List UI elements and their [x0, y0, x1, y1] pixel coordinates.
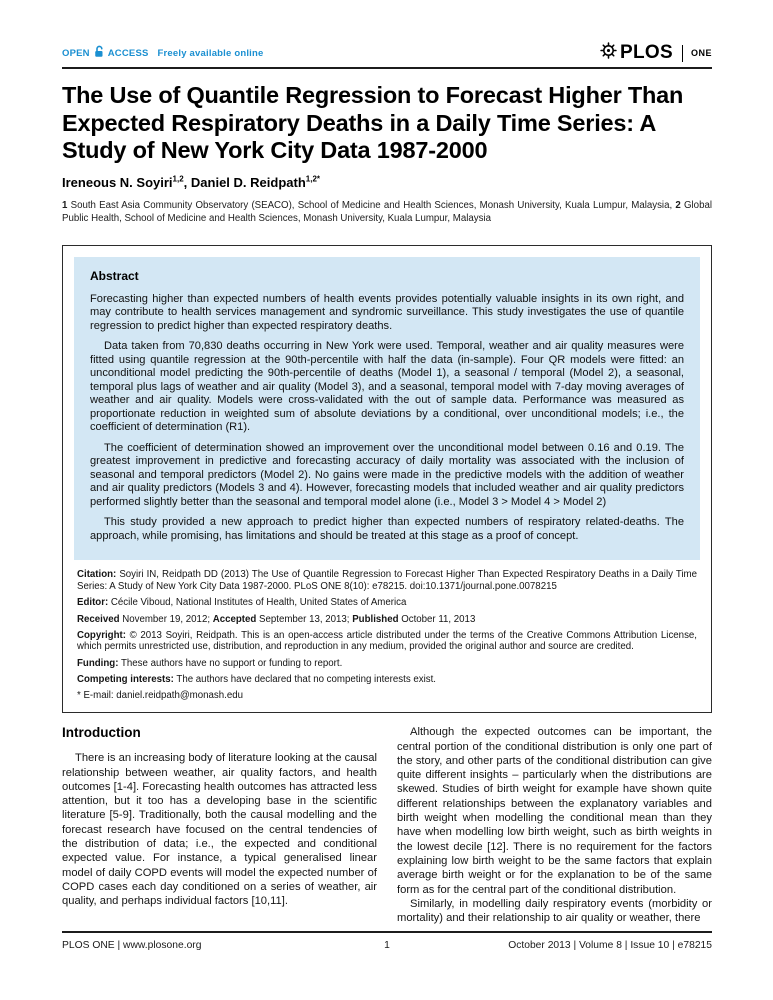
abstract-paragraph: Forecasting higher than expected numbers of health events provides potentially valuable insights in its own right, and may contribute to health services management and syndromic surveillance. This study investigates the use of quantile regression to predict higher than expected respiratory deaths. [90, 292, 684, 332]
copyright-line [77, 630, 697, 653]
body-paragraph: There is an increasing body of literature looking at the causal relationship between weather, air quality factors, and health outcomes [1-4]. Forecasting health outcomes has attracted less attention, but it too has a developing base in the scientific literature [5-9]. Traditionally, both the causal modelling and the forecast research have focused on the central tendencies of the distribution of data; i.e., the expected and conditional expected value. For instance, a typical generalised linear model of daily COPD events will model the expected number of COPD cases each day conditioned on a series of weather, air quality, and perhaps individual factors [10,11]. [62, 752, 377, 908]
citation-text: Soyiri IN, Reidpath DD (2013) The Use of Quantile Regression to Forecast Higher Than Expected Respiratory Deaths in a Daily Time Series: A Study of New York City Data 1987-2000. PLoS ONE 8(10): e78215. doi:10.1371/journal.pone.0078215 [77, 569, 697, 593]
affiliation-text: South East Asia Community Observatory (SEACO), School of Medicine and Health Sciences, Monash University, Kuala Lumpur, Malaysia, [67, 199, 676, 211]
footer-journal: PLOS ONE | www.plosone.org [62, 940, 202, 951]
editor-text: Cécile Viboud, National Institutes of Health, United States of America [108, 597, 407, 609]
open-access-access-label: ACCESS [107, 47, 149, 59]
abstract-paragraph: Data taken from 70,830 deaths occurring in New York were used. Temporal, weather and air quality measures were fitted using quantile regression at the 90th-percentile with half the data (in-sample). Four QR models were fitted: an unconditional model predicting the 90th-percentile of deaths (Model 1), a seasonal / temporal (Model 2), a seasonal, temporal plus lags of weather and air quality (Model 3), and a seasonal, temporal model with 7-day moving averages of weather and air quality. Models were cross-validated with the out of sample data. Performance was measured as proportionate reduction in weighted sum of absolute deviations by a conditional, over unconditional models; i.e., the coefficient of determination (R1). [90, 340, 684, 434]
funding-label: Funding: [77, 657, 119, 669]
abstract-paragraph: The coefficient of determination showed an improvement over the unconditional model between 0.16 and 0.19. The greatest improvement in predictive and forecasting accuracy of daily mortality was associated with the inclusion of seasonal and temporal predictors (Model 2). No gains were made in the predictive models with the addition of weather and air quality predictors (Models 3 and 4). However, forecasting models that included weather and air quality predictors performed slightly better than the seasonal and temporal model alone (i.e., Model 3 > Model 4 > Model 2) [90, 441, 684, 508]
body-paragraph: Similarly, in modelling daily respiratory events (morbidity or mortality) and their relationship to air quality or weather, there [397, 897, 712, 925]
footer-rule [62, 931, 712, 933]
affiliation-marker: 2 [675, 199, 681, 211]
competing-interests-label: Competing interests: [77, 673, 174, 685]
authors-line [62, 175, 712, 190]
author-separator: , [183, 174, 191, 190]
logo-divider [682, 45, 683, 62]
open-access-badge [62, 45, 264, 64]
received-date: November 19, 2012; [119, 613, 213, 625]
masthead [62, 42, 712, 64]
dates-line [77, 614, 697, 626]
accepted-date: September 13, 2013; [256, 613, 353, 625]
published-date: October 11, 2013 [398, 613, 476, 625]
affiliation-marker: 1 [62, 199, 68, 211]
abstract-panel [74, 257, 700, 561]
author-name: Ireneous N. Soyiri [62, 174, 173, 190]
introduction-heading: Introduction [62, 725, 141, 741]
footer-issue-info: October 2013 | Volume 8 | Issue 10 | e78215 [508, 940, 713, 951]
affiliations [62, 199, 712, 225]
masthead-rule [62, 67, 712, 69]
published-label: Published [352, 613, 399, 625]
footer-page-number: 1 [384, 940, 390, 951]
article-meta [74, 560, 700, 701]
body-paragraph: Although the expected outcomes can be important, the central portion of the conditional distribution is only one part of the story, and other parts of the conditional distribution can give quite different insights – particularly when the distributions are skewed. Studies of birth weight for example have shown quite different relationships between the explanatory variables and birth weight when modelling the conditional mean than they have when modelling low birth weight, such as birth weights in the lowest decile [12]. There is no requirement for the factors explaining low birth weight to be the same factors that explain average birth weight or for the explanation to be of the same form as for the central part of the conditional distribution. [397, 726, 712, 896]
competing-interests-line [77, 674, 697, 686]
abstract-paragraph: This study provided a new approach to predict higher than expected numbers of respiratory related-deaths. The approach, while promising, has limitations and should be treated at this stage as a proof of concept. [90, 516, 684, 542]
one-wordmark: ONE [690, 48, 712, 58]
email-line: * E-mail: daniel.reidpath@monash.edu [77, 690, 244, 702]
article-title: The Use of Quantile Regression to Forecast Higher Than Expected Respiratory Deaths in a Daily Time Series: A Study of New York City Data 1987-2000 [62, 82, 684, 163]
accepted-label: Accepted [212, 613, 257, 625]
footer-row [62, 940, 712, 951]
open-access-open-label: OPEN [62, 47, 90, 59]
page-content [62, 0, 712, 925]
citation-line [77, 569, 697, 592]
open-lock-icon [93, 45, 105, 61]
freely-available-label: Freely available online [157, 47, 264, 59]
citation-label: Citation: [77, 569, 117, 581]
left-column [62, 725, 377, 925]
abstract-box [62, 245, 712, 713]
author-affiliation-sup: 1,2 [172, 174, 184, 184]
plos-one-logo [600, 42, 712, 64]
editor-label: Editor: [77, 597, 109, 609]
copyright-label: Copyright: [77, 629, 126, 641]
funding-text: These authors have no support or funding to report. [118, 657, 343, 669]
body-columns [62, 725, 712, 925]
received-label: Received [77, 613, 120, 625]
abstract-heading: Abstract [90, 268, 139, 283]
copyright-text: © 2013 Soyiri, Reidpath. This is an open-access article distributed under the terms of the Creative Commons Attribution License, which permits unrestricted use, distribution, and reproduction in any medium, provided the original author and source are credited. [77, 629, 697, 653]
page-footer [62, 931, 712, 951]
competing-interests-text: The authors have declared that no competing interests exist. [173, 673, 436, 685]
funding-line [77, 658, 697, 670]
editor-line [77, 597, 697, 609]
plos-gear-icon [600, 42, 617, 64]
affiliation-text: Global Public Health, School of Medicine and Health Sciences, Monash University, Kuala Lumpur, Malaysia [62, 199, 712, 224]
right-column [397, 725, 712, 925]
plos-wordmark: PLOS [620, 42, 673, 63]
author-name: Daniel D. Reidpath [190, 174, 306, 190]
author-affiliation-sup: 1,2* [305, 174, 320, 184]
